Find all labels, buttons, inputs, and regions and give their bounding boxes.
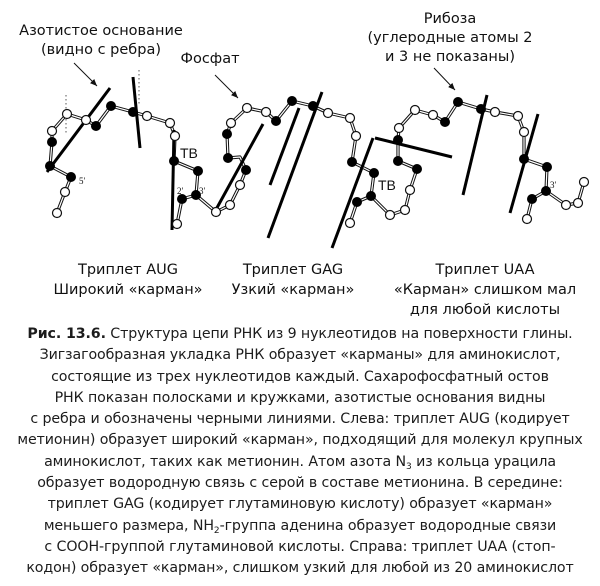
caption-line-12: кодон) образует «карман», слишком узкий для любой из 20 аминокислот bbox=[26, 560, 574, 577]
triplet-uaa-desc-1: «Карман» слишком мал bbox=[393, 282, 577, 298]
caption-line-7-pre: аминокислот, таких как метионин. Атом азота N bbox=[44, 453, 407, 470]
base-label-line-1: Азотистое основание bbox=[19, 23, 183, 39]
sugar-phosphate-backbone bbox=[50, 101, 584, 224]
figure-caption bbox=[4, 324, 596, 580]
two-prime-label: 2′ bbox=[177, 186, 184, 196]
triplet-uaa bbox=[385, 260, 585, 320]
figure-number: Рис. 13.6. bbox=[27, 326, 106, 342]
caption-line-10 bbox=[4, 516, 596, 537]
triplet-aug-desc: Широкий «карман» bbox=[53, 282, 203, 298]
triplet-gag bbox=[218, 260, 368, 300]
triplet-gag-desc: Узкий «карман» bbox=[231, 282, 355, 298]
phosphate-pointer-arrow bbox=[215, 75, 238, 98]
tb-label-middle: ТВ bbox=[378, 177, 396, 193]
triplet-gag-name: Триплет GAG bbox=[242, 262, 344, 278]
nh2-subscript: 2 bbox=[213, 525, 220, 536]
caption-line-7 bbox=[4, 452, 596, 473]
caption-line-4: РНК показан полосками и кружками, азотистые основания видны bbox=[54, 389, 546, 406]
ribose-label-line-1: Рибоза bbox=[423, 11, 477, 27]
base-pointer-arrow bbox=[74, 63, 97, 86]
caption-line-6: метионин) образует широкий «карман», подходящий для молекул крупных bbox=[17, 432, 583, 449]
caption-line-10-post: -группа аденина образует водородные связи bbox=[219, 517, 557, 534]
caption-line-10-pre: меньшего размера, NH bbox=[43, 517, 214, 534]
caption-line-8: образует водородную связь с серой в составе метионина. В середине: bbox=[37, 475, 563, 492]
caption-text-1: Структура цепи РНК из 9 нуклеотидов на поверхности глины. bbox=[110, 326, 573, 342]
three-prime-label: 3′ bbox=[199, 186, 206, 196]
tb-label-left: ТВ bbox=[180, 145, 198, 161]
n3-subscript: 3 bbox=[406, 461, 412, 472]
ribose-label-line-3: и 3 не показаны) bbox=[384, 49, 516, 65]
three-prime-label-right: 3′ bbox=[550, 180, 557, 190]
caption-line-9: триплет GAG (кодирует глутаминовую кислоту) образует «карман» bbox=[47, 496, 553, 513]
caption-line-11: с COOH-группой глутаминовой кислоты. Справа: триплет UAA (стоп- bbox=[44, 538, 556, 555]
triplet-aug bbox=[48, 260, 208, 300]
caption-line-2: Зигзагообразная укладка РНК образует «карманы» для аминокислот, bbox=[39, 347, 561, 364]
caption-line-5: с ребра и обозначены черными линиями. Слева: триплет AUG (кодирует bbox=[30, 411, 570, 428]
rna-chain-diagram bbox=[0, 0, 600, 250]
ribose-pointer-arrow bbox=[434, 68, 455, 90]
caption-line-3: состоящие из трех нуклеотидов каждый. Сахарофосфатный остов bbox=[51, 368, 549, 385]
phosphate-label-text: Фосфат bbox=[180, 51, 240, 67]
triplet-uaa-name: Триплет UAA bbox=[435, 262, 535, 278]
phosphate-circles bbox=[48, 104, 589, 229]
caption-line-7-post: из кольца урацила bbox=[411, 453, 556, 470]
triplet-aug-name: Триплет AUG bbox=[78, 262, 178, 278]
five-prime-label: 5′ bbox=[79, 176, 86, 186]
base-label-line-2: (видно с ребра) bbox=[40, 42, 161, 58]
ribose-label-line-2: (углеродные атомы 2 bbox=[367, 30, 533, 46]
caption-line-1 bbox=[4, 324, 596, 345]
triplet-uaa-desc-2: для любой кислоты bbox=[409, 302, 561, 318]
